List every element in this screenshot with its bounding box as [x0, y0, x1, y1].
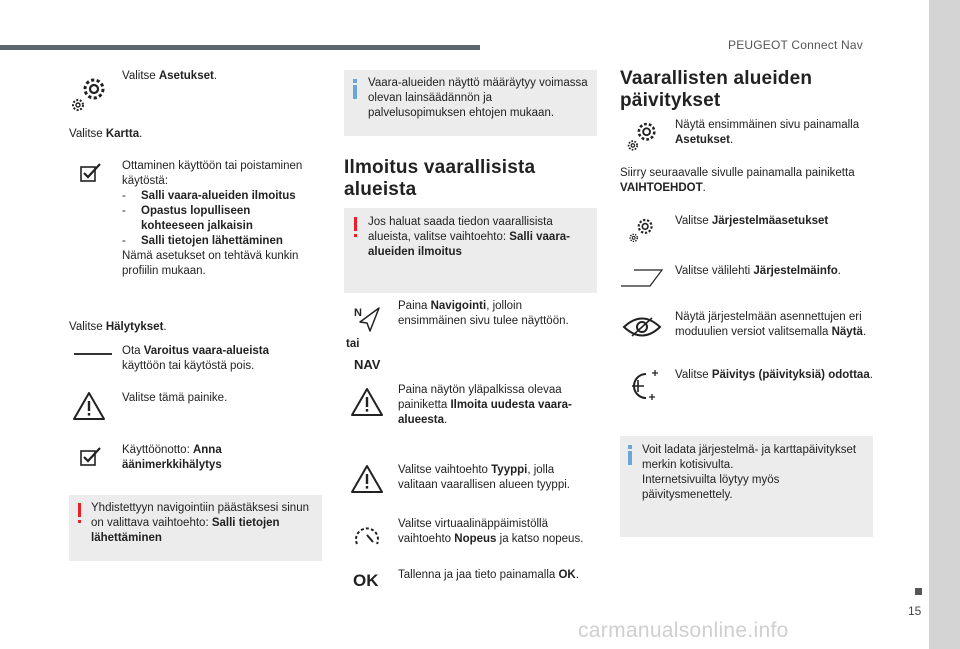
system-settings-gear-icon: [628, 215, 658, 245]
step-enable-sound-alert: Käyttöönotto: Anna äänimerkkihälytys: [122, 444, 222, 471]
update-refresh-icon: [624, 370, 660, 402]
step-select-map: Valitse Kartta.: [69, 128, 143, 140]
option-item: - Salli vaara-alueiden ilmoitus: [122, 189, 296, 202]
enable-hazard-report-note: Jos haluat saada tiedon vaarallisista alueista, valitse vaihtoehto: Salli vaara-alueiden ilmoitus: [368, 216, 571, 258]
or-label: tai: [346, 338, 360, 350]
section-heading-hazard-report: Ilmoitus vaarallisista alueista: [344, 157, 536, 200]
toggle-options-intro: Ottaminen käyttöön tai poistaminen käytöstä:: [122, 160, 303, 187]
ok-key-label: OK: [353, 571, 379, 590]
step-select-type: Valitse vaihtoehto Tyyppi, jolla valitaan vaarallisen alueen tyyppi.: [398, 464, 570, 491]
step-select-pending-updates: Valitse Päivitys (päivityksiä) odottaa.: [675, 369, 873, 381]
step-enter-speed: Valitse virtuaalinäppäimistöllä vaihtoehto Nopeus ja katso nopeus.: [398, 518, 584, 545]
step-press-navigation: Paina Navigointi, jolloin ensimmäinen sivu tulee näyttöön.: [398, 300, 569, 327]
info-mark-icon: [628, 451, 632, 465]
watermark: carmanualsonline.info: [578, 619, 789, 642]
info-mark-icon: [353, 85, 357, 99]
warning-triangle-icon: [350, 387, 384, 417]
navigation-arrow-icon: [354, 305, 382, 333]
step-go-to-options: Siirry seuraavalle sivulle painamalla painiketta VAIHTOEHDOT.: [620, 167, 855, 194]
settings-gear-icon: [70, 74, 112, 114]
step-select-system-info-tab: Valitse välilehti Järjestelmäinfo.: [675, 265, 841, 277]
page-number: 15: [908, 604, 922, 618]
toggle-slider-icon: [74, 353, 112, 355]
step-save-and-share: Tallenna ja jaa tieto painamalla OK.: [398, 569, 579, 581]
hazard-display-legal-note: Vaara-alueiden näyttö määräytyy voimassa olevan lainsäädännön ja palvelusopimuksen ehtojen mukaan.: [368, 77, 588, 119]
toggle-options-outro: Nämä asetukset on tehtävä kunkin profiilin mukaan.: [122, 249, 299, 277]
toggle-options-block: [122, 159, 314, 279]
step-view-module-versions: Näytä järjestelmään asennettujen eri moduulien versiot valitsemalla Näytä.: [675, 311, 867, 338]
updates-download-note: Voit ladata järjestelmä- ja karttapäivitykset merkin kotisivulta. Internetsivuilta löytyy myös päivitysmenettely.: [642, 444, 857, 501]
continue-marker: [915, 588, 922, 595]
warning-mark-icon: [354, 217, 357, 231]
step-show-first-page: Näytä ensimmäinen sivu painamalla Asetukset.: [675, 119, 860, 146]
nav-key-label: NAV: [354, 357, 381, 372]
step-report-new-hazard: Paina näytön yläpalkissa olevaa painiketta Ilmoita uudesta vaara-alueesta.: [398, 384, 572, 426]
option-item: - Salli tietojen lähettäminen: [122, 234, 283, 247]
step-select-system-settings: Valitse Järjestelmäasetukset: [675, 215, 829, 227]
page-edge-tab: [929, 0, 960, 649]
warning-triangle-icon: [350, 464, 384, 494]
option-item: - Opastus lopulliseen kohteeseen jalkaisin: [122, 204, 253, 232]
warning-triangle-icon: [72, 391, 106, 421]
connected-nav-note: Yhdistettyyn navigointiin päästäksesi sinun on valittava vaihtoehto: Salli tietojen lähettäminen: [91, 502, 309, 544]
step-select-this-button: Valitse tämä painike.: [122, 392, 228, 404]
checkbox-tick-icon: [80, 163, 102, 183]
step-select-settings: Valitse Asetukset.: [122, 70, 218, 82]
settings-gear-icon: [626, 118, 662, 154]
checkbox-tick-icon: [80, 447, 102, 467]
header-rule: [0, 45, 480, 50]
speedometer-icon: [353, 522, 381, 548]
step-toggle-hazard-warning: Ota Varoitus vaara-alueista käyttöön tai käytöstä pois.: [122, 345, 270, 372]
section-heading-hazard-updates: Vaarallisten alueiden päivitykset: [620, 68, 813, 111]
tab-outline-icon: [620, 268, 664, 288]
eye-view-icon: [622, 314, 662, 340]
svg-text:N: N: [354, 307, 362, 319]
page-header-title: PEUGEOT Connect Nav: [728, 38, 863, 52]
warning-mark-icon: [78, 503, 81, 517]
step-select-alerts: Valitse Hälytykset.: [69, 321, 167, 333]
